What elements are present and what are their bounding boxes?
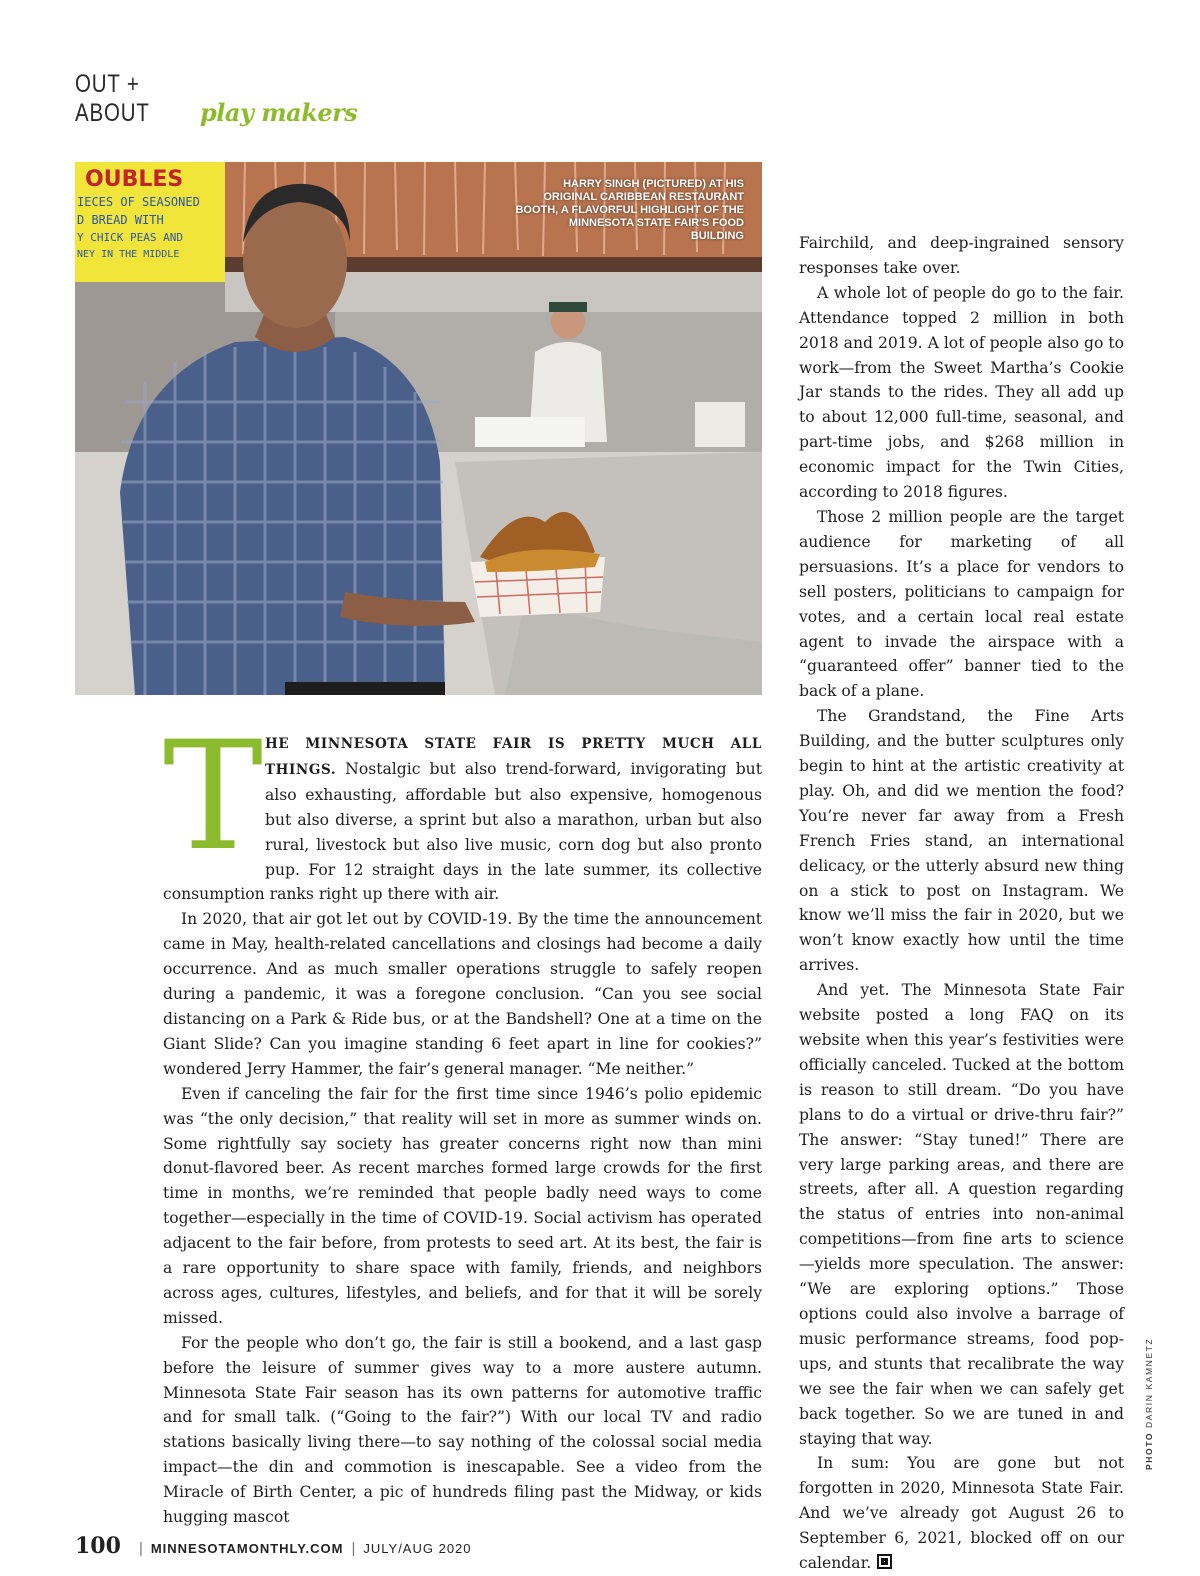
article-paragraph: Even if canceling the fair for the first time since 1946’s polio epidemic was “the only decision,” that reality will set in more as summer winds on. Some rightfully say society has greater concerns right now than mini donut-flavored beer. As recent marches formed large crowds for the first time in months, we’re reminded that people badly need ways to come together—especially in the time of COVID-19. Social activism has operated adjacent to the fair before, from protests to seed art. At its best, the fair is a rare opportunity to share space with family, friends, and neighbors across ages, cultures, lifestyles, and beliefs, and for that it will be sorely missed. [163,1084,762,1327]
article-paragraph: For the people who don’t go, the fair is still a bookend, and a last gasp before the leisure of summer gives way to a more austere autumn. Minnesota State Fair season has its own patterns for automotive traffic and for small talk. (“Going to the fair?”) With our local TV and radio stations basically living there—to say nothing of the colossal social media impact—the din and commotion is inescapable. See a video from the Miracle of Birth Center, a pic of hundreds filing past the Midway, or kids hugging mascot [163,1333,762,1527]
photo-credit-label: PHOTO [1144,1431,1154,1470]
website-link[interactable]: MINNESOTAMONTHLY.COM [150,1541,344,1556]
photo-credit-name: DARIN KAMNETZ [1144,1337,1154,1428]
page-footer [75,1533,472,1559]
photo-credit [1144,1338,1154,1470]
issue-date: JULY/AUG 2020 [363,1541,472,1556]
article-column-2 [799,231,1124,1576]
svg-text:D BREAD WITH: D BREAD WITH [77,213,164,227]
article-paragraph: The Grandstand, the Fine Arts Building, and the butter sculptures only begin to hint at the artistic creativity at play. Oh, and did we mention the food? You’re never far away from a Fresh French Fries stand, an international delicacy, or the utterly absurd new thing on a stick to post on Instagram. We know we’ll miss the fair in 2020, but we won’t know exactly how until the time arrives. [799,707,1124,975]
menu-sign [75,162,225,282]
article-paragraph: And yet. The Minnesota State Fair website posted a long FAQ on its website when this year’s festivities were officially canceled. Tucked at the bottom is reason to still dream. “Do you have plans to do a virtual or drive-thru fair?” The answer: “Stay tuned!” There are very large parking areas, and there are streets, after all. A question regarding the status of entries into non-animal competitions—from fine arts to science—yields more speculation. The answer: “We are exploring options.” Those options could also involve a barrage of music performance streams, food pop-ups, and stunts that recalibrate the way we see the fair when we can safely get back together. So we are tuned in and staying that way. [799,981,1124,1448]
article-paragraph: In 2020, that air got let out by COVID-19. By the time the announcement came in May, health-related cancellations and closings had become a daily occurrence. And as much smaller operations struggle to safely reopen during a pandemic, it was a foregone conclusion. “Can you see social distancing on a Park & Ride bus, or at the Bandshell? One at a time on the Giant Slide? Can you imagine standing 6 feet apart in line for cookies?” wondered Jerry Hammer, the fair’s general manager. “Me neither.” [163,910,762,1078]
article-paragraph [163,710,762,907]
article-paragraph: Fairchild, and deep-ingrained sensory responses take over. [799,234,1124,277]
lead-in: HE MINNESOTA STATE FAIR IS PRETTY MUCH ALL THINGS. [265,736,762,778]
article-photo [75,162,762,695]
paragraph-text: Nostalgic but also trend-forward, invigorating but also exhausting, affordable but also expensive, homogenous but also diverse, a sprint but also a marathon, urban but also rural, livestock but also live music, corn dog but also pronto pup. For 12 straight days in the late summer, its collective consumption ranks right up there with air. [163,759,762,904]
section-header [75,70,358,127]
photo-caption: HARRY SINGH (PICTURED) AT HIS ORIGINAL CARIBBEAN RESTAURANT BOOTH, A FLAVORFUL HIGHLIGHT OF THE MINNESOTA STATE FAIR'S FOOD BUILDING [515,178,744,242]
drop-cap: T [163,710,264,884]
svg-text:IECES OF SEASONED: IECES OF SEASONED [77,195,200,209]
article-paragraph: Those 2 million people are the target audience for marketing of all persuasions. It’s a place for vendors to sell posters, politicians to campaign for votes, and a certain local real estate agent to invade the airspace with a “guaranteed offer” banner tied to the back of a plane. [799,507,1124,701]
svg-text:OUBLES: OUBLES [85,167,184,192]
article-column-1 [163,710,762,1530]
svg-text:NEY IN THE MIDDLE: NEY IN THE MIDDLE [77,249,180,260]
article-paragraph: A whole lot of people do go to the fair. Attendance topped 2 million in both 2018 and 2019. A lot of people also go to work—from the Sweet Martha’s Cookie Jar stands to the rides. They all add up to about 12,000 full-time, seasonal, and part-time jobs, and $268 million in economic impact for the Twin Cities, according to 2018 figures. [799,283,1124,502]
footer-divider: | [351,1540,356,1557]
svg-text:Y CHICK PEAS AND: Y CHICK PEAS AND [77,231,183,244]
section-name: play makers [200,98,358,127]
article-paragraph [799,1451,1124,1576]
end-mark-icon [877,1554,892,1569]
page-number: 100 [75,1533,121,1559]
paragraph-text: In sum: You are gone but not forgotten in 2020, Minnesota State Fair. And we’ve already got August 26 to September 6, 2021, blocked off on our calendar. [799,1454,1124,1573]
section-label: OUT + ABOUT [75,70,150,127]
footer-divider: | [138,1540,143,1557]
